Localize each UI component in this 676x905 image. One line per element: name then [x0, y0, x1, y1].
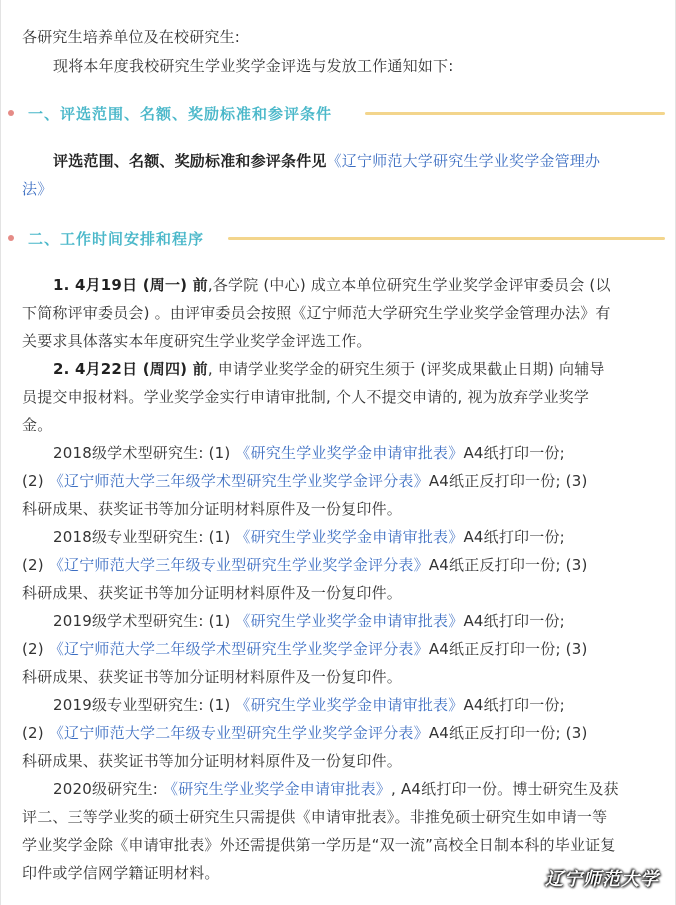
item-number: (2)	[22, 472, 44, 490]
item-1-line-3: 关要求具体落实本年度研究生学业奖学金评选工作。	[22, 332, 372, 350]
print-note: A4纸打印一份;	[463, 528, 565, 546]
item-2-text: , 申请学业奖学金的研究生须于 (评奖成果截止日期) 向辅导	[207, 360, 605, 378]
item-1-line-2: 下简称评审委员会) 。由评审委员会按照《辽宁师范大学研究生学业奖学金管理办法》有	[22, 304, 611, 322]
group-label: 2020级研究生:	[53, 780, 159, 798]
section-1-title: 一、评选范围、名额、奖励标准和参评条件	[28, 105, 333, 123]
item-1-line-1	[53, 275, 653, 295]
university-watermark: 辽宁师范大学	[545, 869, 659, 890]
item-number: (2)	[22, 556, 44, 574]
item-2-line-3: 金。	[22, 416, 53, 434]
section-2-heading	[8, 226, 665, 250]
approval-form-link[interactable]: 《研究生学业奖学金申请审批表》	[235, 612, 464, 630]
group-2019-professional-line-2	[22, 723, 653, 743]
approval-form-link[interactable]: 《研究生学业奖学金申请审批表》	[163, 780, 392, 798]
group-2020-line-3: 学业奖学金除《申请审批表》外还需提供第一学历是“双一流”高校全日制本科的毕业证复	[22, 836, 616, 854]
group-label: 2019级学术型研究生: (1)	[53, 612, 231, 630]
group-label: 2018级学术型研究生: (1)	[53, 444, 231, 462]
section-1-heading	[8, 101, 665, 125]
group-label: 2018级专业型研究生: (1)	[53, 528, 231, 546]
item-number: (2)	[22, 724, 44, 742]
group-2020-line-4: 印件或学信网学籍证明材料。	[22, 864, 220, 882]
group-2020-line-1	[53, 779, 653, 799]
approval-form-link[interactable]: 《研究生学业奖学金申请审批表》	[235, 528, 464, 546]
item-1-text: ,各学院 (中心) 成立本单位研究生学业奖学金评审委员会 (以	[207, 276, 611, 294]
group-2020-line-2: 评二、三等学业奖的硕士研究生只需提供《申请审批表》。非推免硕士研究生如申请一等	[22, 808, 608, 826]
group-2018-professional-line-3: 科研成果、获奖证书等加分证明材料原件及一份复印件。	[22, 584, 403, 602]
group-2018-academic-line-3: 科研成果、获奖证书等加分证明材料原件及一份复印件。	[22, 500, 403, 518]
approval-form-link[interactable]: 《研究生学业奖学金申请审批表》	[235, 696, 464, 714]
item-2-deadline: 2. 4月22日 (周四) 前	[53, 360, 208, 378]
print-note: A4纸打印一份;	[463, 696, 565, 714]
group-2018-academic-line-1	[53, 443, 653, 463]
group-2019-academic-line-2	[22, 639, 653, 659]
group-2019-academic-line-3: 科研成果、获奖证书等加分证明材料原件及一份复印件。	[22, 668, 403, 686]
print-note: , A4纸打印一份。博士研究生及获	[391, 780, 619, 798]
score-sheet-link[interactable]: 《辽宁师范大学二年级专业型研究生学业奖学金评分表》	[48, 724, 429, 742]
section-2-title: 二、工作时间安排和程序	[28, 230, 205, 248]
section-1-body-cont	[22, 179, 653, 199]
print-note: A4纸打印一份;	[463, 612, 565, 630]
print-note: A4纸正反打印一份; (3)	[428, 556, 588, 574]
print-note: A4纸正反打印一份; (3)	[428, 724, 588, 742]
print-note: A4纸正反打印一份; (3)	[428, 640, 588, 658]
approval-form-link[interactable]: 《研究生学业奖学金申请审批表》	[235, 444, 464, 462]
item-number: (2)	[22, 640, 44, 658]
group-2018-academic-line-2	[22, 471, 653, 491]
bullet-dot-icon	[8, 235, 14, 241]
group-2019-academic-line-1	[53, 611, 653, 631]
section-divider	[228, 237, 665, 240]
print-note: A4纸打印一份;	[463, 444, 565, 462]
score-sheet-link[interactable]: 《辽宁师范大学三年级学术型研究生学业奖学金评分表》	[48, 472, 429, 490]
management-rules-link-cont[interactable]: 法》	[22, 180, 53, 198]
section-1-body	[53, 151, 653, 171]
print-note: A4纸正反打印一份; (3)	[428, 472, 588, 490]
group-2018-professional-line-2	[22, 555, 653, 575]
score-sheet-link[interactable]: 《辽宁师范大学三年级专业型研究生学业奖学金评分表》	[48, 556, 429, 574]
intro-paragraph: 现将本年度我校研究生学业奖学金评选与发放工作通知如下:	[53, 57, 454, 75]
management-rules-link[interactable]: 《辽宁师范大学研究生学业奖学金管理办	[326, 152, 601, 170]
item-1-deadline: 1. 4月19日 (周一) 前	[53, 276, 208, 294]
group-2019-professional-line-3: 科研成果、获奖证书等加分证明材料原件及一份复印件。	[22, 752, 403, 770]
bullet-dot-icon	[8, 110, 14, 116]
greeting: 各研究生培养单位及在校研究生:	[22, 28, 241, 46]
section-1-bold-text: 评选范围、名额、奖励标准和参评条件见	[53, 152, 327, 170]
section-divider	[365, 112, 665, 115]
group-2019-professional-line-1	[53, 695, 653, 715]
item-2-line-2: 员提交申报材料。学业奖学金实行申请审批制, 个人不提交申请的, 视为放弃学业奖学	[22, 388, 590, 406]
score-sheet-link[interactable]: 《辽宁师范大学二年级学术型研究生学业奖学金评分表》	[48, 640, 429, 658]
group-2018-professional-line-1	[53, 527, 653, 547]
group-label: 2019级专业型研究生: (1)	[53, 696, 231, 714]
item-2-line-1	[53, 359, 653, 379]
